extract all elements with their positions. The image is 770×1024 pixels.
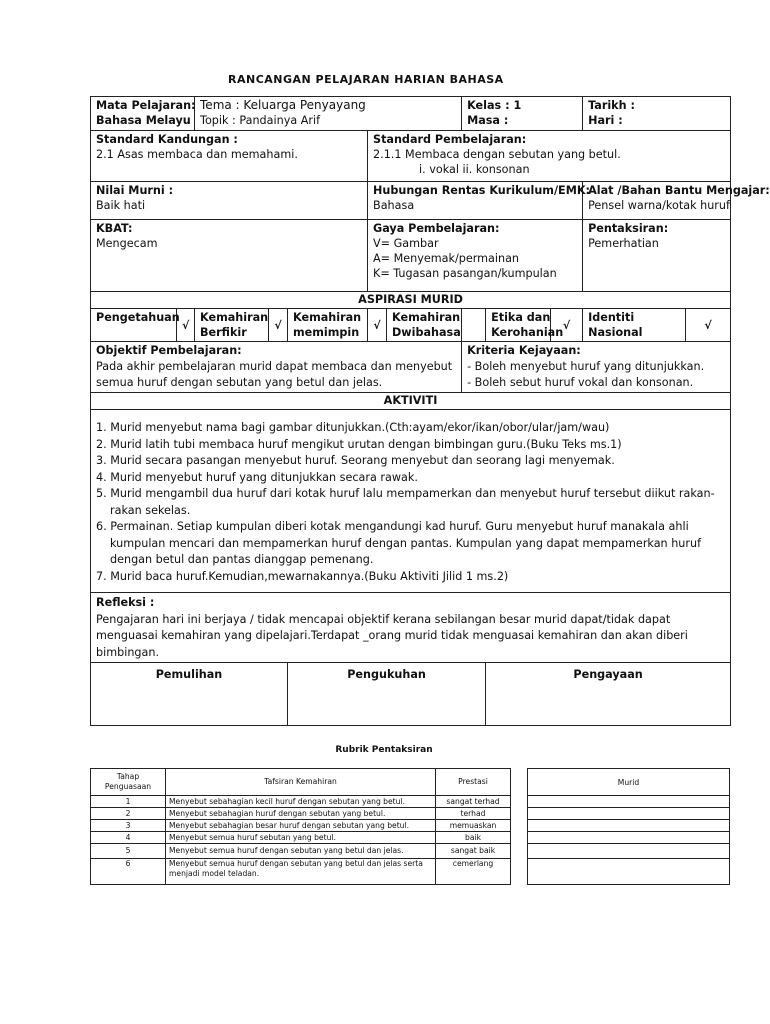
rubric-header: Prestasi <box>436 769 511 796</box>
kbat-row <box>91 220 731 292</box>
rubric-row: 6 Menyebut semua huruf dengan sebutan yang betul dan jelas serta menjadi model teladan. cemerlang <box>91 859 511 885</box>
activity-item: 7. Murid baca huruf.Kemudian,mewarnakannya.(Buku Aktiviti Jilid 1 ms.2) <box>96 569 509 583</box>
activity-cell <box>91 410 731 593</box>
aspiration-tick <box>462 309 486 342</box>
student-row <box>528 832 730 844</box>
aspiration-tick: √ <box>686 309 731 342</box>
moral-values-cell: Nilai Murni : Baik hati <box>91 182 368 220</box>
aspiration-tick: √ <box>368 309 387 342</box>
rubric-table <box>90 768 511 885</box>
day: Hari : <box>588 114 623 127</box>
reflection-row <box>91 593 731 663</box>
activity-item: 2. Murid latih tubi membaca huruf mengikut urutan dengan bimbingan guru.(Buku Teks ms.1) <box>96 437 622 451</box>
student-row <box>528 859 730 885</box>
aspiration-tick: √ <box>551 309 583 342</box>
aspiration-title-row <box>91 292 731 309</box>
activity-item: 6. Permainan. Setiap kumpulan diberi kotak mengandungi kad huruf. Guru menyebut huruf manakala ahli kumpulan mencari dan mempamerkan huruf dengan pantas. Kumpulan yang dapat mempamerkan huruf dengan betul dan pantas dianggap pemenang. <box>96 520 702 566</box>
theme-cell <box>195 97 462 131</box>
enrichment-cell: Pengayaan <box>486 663 731 726</box>
followup-row <box>91 663 731 726</box>
aspiration-label: Pengetahuan <box>91 309 177 342</box>
date-cell <box>583 97 731 131</box>
reflection-text: Pengajaran hari ini berjaya / tidak mencapai objektif kerana sebilangan besar murid dapat/tidak dapat menguasai kemahiran yang dipelajari.Terdapat _orang murid tidak menguasai kemahiran dan akan diberi bimbingan. <box>96 612 688 659</box>
rubric-row: 1 Menyebut sebahagian kecil huruf dengan sebutan yang betul. sangat terhad <box>91 796 511 808</box>
learning-standard-cell: Standard Pembelajaran: 2.1.1 Membaca dengan sebutan yang betul. i. vokal ii. konsonan <box>368 131 731 182</box>
cross-curriculum-cell: Hubungan Rentas Kurikulum/EMK: Bahasa <box>368 182 583 220</box>
rubric-row: 2 Menyebut sebahagian huruf dengan sebutan yang betul. terhad <box>91 808 511 820</box>
student-row <box>528 844 730 859</box>
aspiration-label: Identiti Nasional <box>583 309 686 342</box>
topic: Topik : Pandainya Arif <box>200 114 321 127</box>
subject-value: Bahasa Melayu <box>96 114 191 127</box>
reinforcement-cell: Pengukuhan <box>288 663 486 726</box>
teaching-aids-cell: Alat /Bahan Bantu Mengajar: Pensel warna/kotak huruf <box>583 182 731 220</box>
reflection-cell: Refleksi : Pengajaran hari ini berjaya / tidak mencapai objektif kerana sebilangan besar murid dapat/tidak dapat menguasai kemahiran yang dipelajari.Terdapat _orang murid tidak menguasai kemahiran dan akan diberi bimbingan. <box>91 593 731 663</box>
class: Kelas : 1 <box>467 99 522 112</box>
assessment-cell: Pentaksiran: Pemerhatian <box>583 220 731 292</box>
objective-text: Pada akhir pembelajaran murid dapat membaca dan menyebut semua huruf dengan sebutan yang betul dan jelas. <box>96 360 453 389</box>
student-header-row <box>528 769 730 796</box>
success-criteria-cell: Kriteria Kejayaan: - Boleh menyebut huruf yang ditunjukkan. - Boleh sebut huruf vokal dan konsonan. <box>462 342 731 393</box>
aspiration-tick: √ <box>177 309 195 342</box>
student-row <box>528 808 730 820</box>
student-row <box>528 796 730 808</box>
activity-list <box>96 420 725 585</box>
activity-item: 4. Murid menyebut huruf yang ditunjukkan secara rawak. <box>96 470 418 484</box>
document-title: RANCANGAN PELAJARAN HARIAN BAHASA <box>228 73 504 86</box>
aspiration-tick: √ <box>269 309 288 342</box>
activity-item: 3. Murid secara pasangan menyebut huruf. Seorang menyebut dan seorang lagi menyemak. <box>96 454 615 467</box>
content-standard-cell: Standard Kandungan : 2.1 Asas membaca dan memahami. <box>91 131 368 182</box>
header-row <box>91 97 731 131</box>
kbat-cell: KBAT: Mengecam <box>91 220 368 292</box>
learning-style-cell: Gaya Pembelajaran: V= Gambar A= Menyemak/permainan K= Tugasan pasangan/kumpulan <box>368 220 583 292</box>
rubric-row: 4 Menyebut semua huruf sebutan yang betul. baik <box>91 832 511 844</box>
rubric-title: Rubrik Pentaksiran <box>335 745 433 755</box>
rubric-header-row <box>91 769 511 796</box>
standard-row <box>91 131 731 182</box>
rubric-row: 5 Menyebut semua huruf dengan sebutan yang betul dan jelas. sangat baik <box>91 844 511 859</box>
objective-row <box>91 342 731 393</box>
aspiration-label: Kemahiran Berfikir <box>195 309 269 342</box>
aspiration-row <box>91 309 731 342</box>
activity-title: AKTIVITI <box>91 393 731 410</box>
activity-item: 1. Murid menyebut nama bagi gambar ditunjukkan.(Cth:ayam/ekor/ikan/obor/ular/jam/wau) <box>96 421 610 434</box>
aspiration-label: Kemahiran Dwibahasa <box>387 309 462 342</box>
date: Tarikh : <box>588 99 635 112</box>
activity-row <box>91 410 731 593</box>
remedial-cell: Pemulihan <box>91 663 288 726</box>
student-row <box>528 820 730 832</box>
rubric-row: 3 Menyebut sebahagian besar huruf dengan sebutan yang betul. memuaskan <box>91 820 511 832</box>
student-rubric-table <box>527 768 730 885</box>
aspiration-label: Etika dan Kerohanian <box>486 309 551 342</box>
time: Masa : <box>467 114 509 127</box>
activity-title-row <box>91 393 731 410</box>
lesson-plan-table <box>90 96 770 726</box>
values-row <box>91 182 731 220</box>
theme: Tema : Keluarga Penyayang <box>200 98 366 112</box>
class-cell <box>462 97 583 131</box>
aspiration-label: Kemahiran memimpin <box>288 309 368 342</box>
rubric-header: Tahap Penguasaan <box>91 769 166 796</box>
subject-cell: Mata Pelajaran: Bahasa Melayu <box>91 97 195 131</box>
rubric-header: Tafsiran Kemahiran <box>166 769 436 796</box>
objective-cell: Objektif Pembelajaran: Pada akhir pembelajaran murid dapat membaca dan menyebut semua huruf dengan sebutan yang betul dan jelas. <box>91 342 462 393</box>
activity-item: 5. Murid mengambil dua huruf dari kotak huruf lalu mempamerkan dan menyebut huruf tersebut diikut rakan-rakan sekelas. <box>96 487 715 517</box>
aspiration-title: ASPIRASI MURID <box>91 292 731 309</box>
student-header: Murid <box>528 769 730 796</box>
